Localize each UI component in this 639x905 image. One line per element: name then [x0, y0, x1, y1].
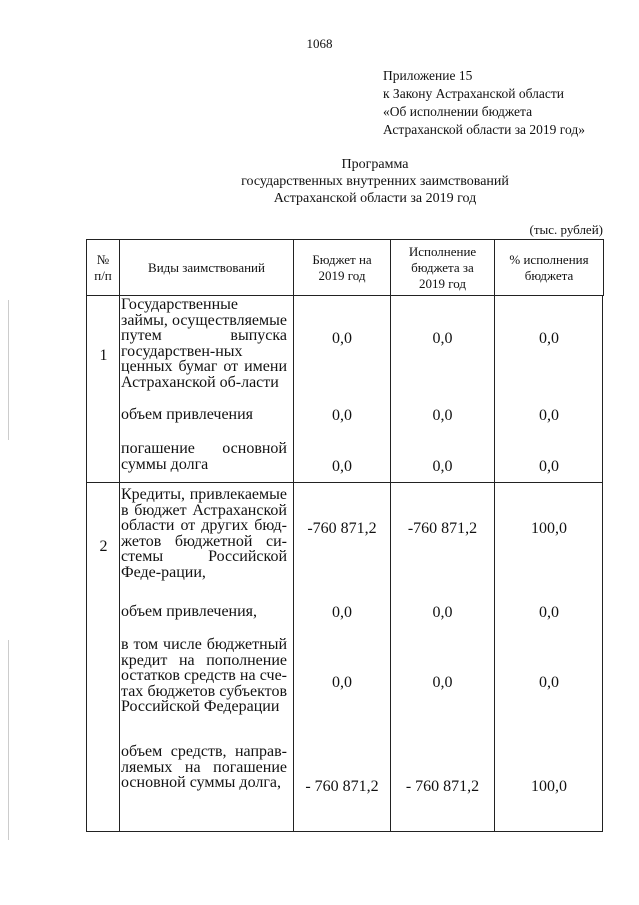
budget-value: -760 871,2	[307, 520, 377, 537]
percent-value: 100,0	[531, 778, 567, 795]
header-budget: Бюджет на 2019 год	[294, 240, 391, 296]
appendix-line: Астраханской области за 2019 год»	[383, 122, 585, 137]
table-header-row	[87, 240, 604, 296]
header-borrowing-type: Виды заимствований	[120, 240, 294, 296]
scan-artifact	[8, 640, 9, 840]
percent-value: 100,0	[531, 520, 567, 537]
column-divider	[293, 295, 294, 831]
header-execution: Исполнение бюджета за 2019 год	[391, 240, 495, 296]
row-number: 1	[99, 347, 108, 364]
execution-value: 0,0	[432, 330, 453, 347]
borrowing-description: объем привлечения,	[121, 603, 258, 620]
percent-value: 0,0	[539, 674, 559, 691]
budget-value: - 760 871,2	[305, 778, 379, 795]
execution-value: 0,0	[432, 604, 453, 621]
borrowing-description: Кредиты, привлекаемые в бюджет Астраханской области от других бюд-жетов бюджетной си-стемы Российской Феде-рации,	[121, 486, 287, 581]
borrowing-description: погашение основной суммы долга	[121, 440, 287, 473]
column-divider	[494, 295, 495, 831]
appendix-line: Приложение 15	[383, 68, 473, 83]
budget-value: 0,0	[332, 604, 352, 621]
borrowing-description: Государственные займы, осуществляемые путем выпуска государствен-ных ценных бумаг от имени Астраханской об-ласти	[121, 296, 287, 391]
percent-value: 0,0	[539, 458, 559, 475]
scan-artifact	[8, 300, 9, 440]
document-title	[180, 156, 570, 207]
table-body	[86, 295, 603, 832]
percent-value: 0,0	[539, 604, 559, 621]
execution-value: -760 871,2	[407, 520, 478, 537]
row-divider	[87, 482, 603, 483]
execution-value: 0,0	[432, 458, 453, 475]
borrowing-description: в том числе бюджетный кредит на пополнение остатков средств на сче-тах бюджетов субъектов Российской Федерации	[121, 636, 287, 715]
header-number: № п/п	[87, 240, 120, 296]
title-line: Программа	[341, 157, 409, 172]
budget-value: 0,0	[332, 330, 352, 347]
execution-value: - 760 871,2	[405, 778, 480, 795]
borrowing-description: объем средств, направ-ляемых на погашение основной суммы долга,	[121, 743, 287, 791]
budget-value: 0,0	[332, 407, 352, 424]
units-label: (тыс. рублей)	[529, 222, 603, 237]
percent-value: 0,0	[539, 407, 559, 424]
budget-value: 0,0	[332, 458, 352, 475]
column-divider	[390, 295, 391, 831]
appendix-header	[383, 67, 633, 139]
budget-value: 0,0	[332, 674, 352, 691]
title-line: государственных внутренних заимствований	[241, 174, 509, 189]
row-number: 2	[99, 538, 108, 555]
header-execution-percent: % исполнения бюджета	[495, 240, 604, 296]
title-line: Астраханской области за 2019 год	[273, 191, 477, 206]
execution-value: 0,0	[432, 407, 453, 424]
borrowing-table	[86, 239, 604, 296]
column-divider	[119, 295, 120, 831]
execution-value: 0,0	[432, 674, 453, 691]
appendix-line: «Об исполнении бюджета	[383, 104, 533, 119]
appendix-line: к Закону Астраханской области	[383, 86, 565, 101]
borrowing-description: объем привлечения	[121, 406, 254, 423]
page-number: 1068	[306, 36, 333, 51]
percent-value: 0,0	[539, 330, 559, 347]
